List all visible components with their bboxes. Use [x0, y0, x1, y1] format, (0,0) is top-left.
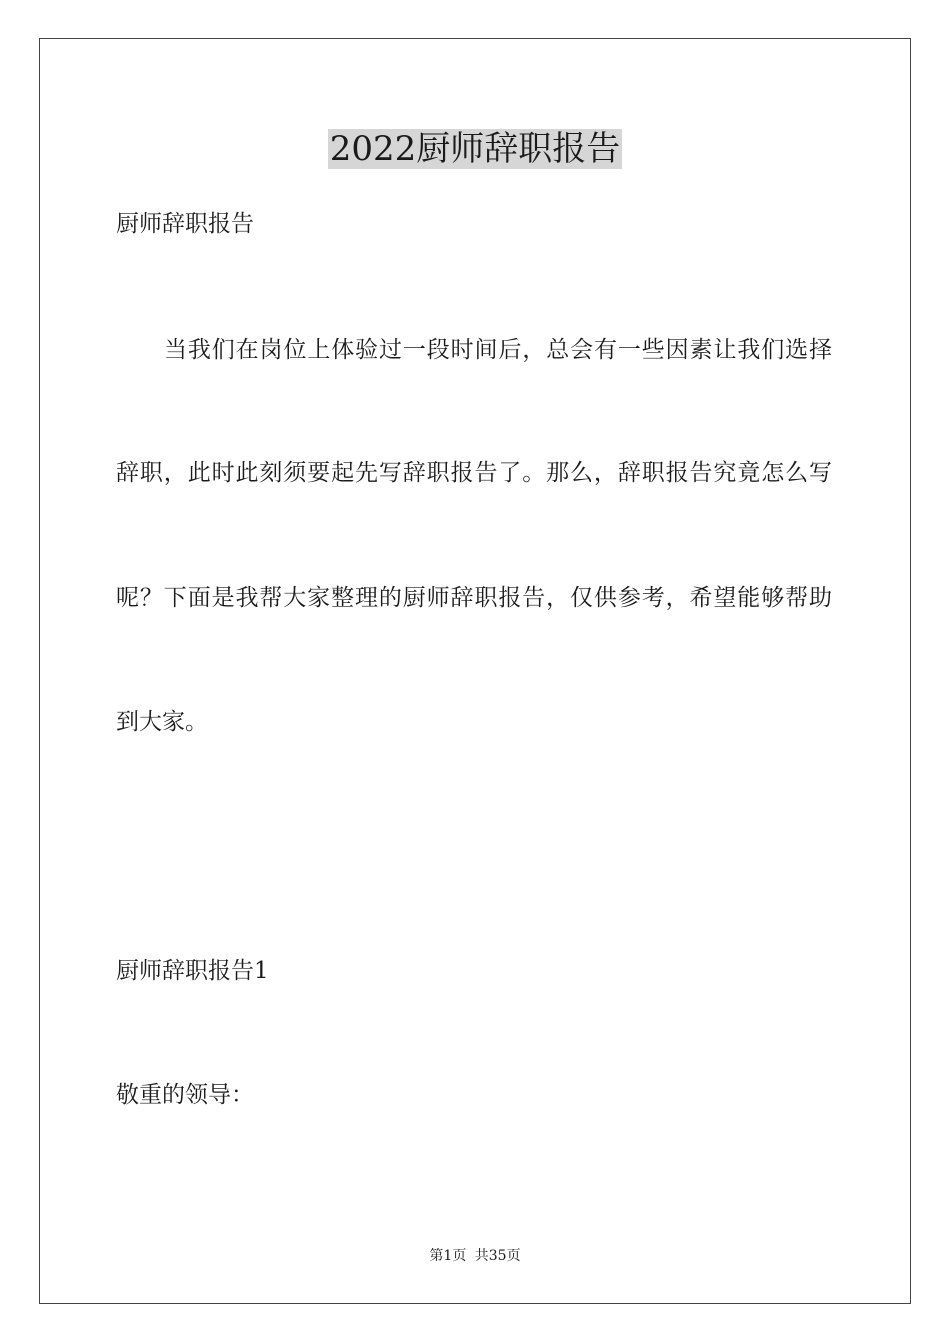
- document-subtitle: 厨师辞职报告: [116, 211, 254, 237]
- intro-paragraph-line-3: 呢？下面是我帮大家整理的厨师辞职报告，仅供参考，希望能够帮助: [116, 585, 832, 611]
- section-heading: 厨师辞职报告1: [116, 958, 269, 984]
- intro-paragraph-line-1: 当我们在岗位上体验过一段时间后，总会有一些因素让我们选择: [164, 337, 832, 363]
- document-title: [0, 126, 950, 172]
- page-footer: 第1页 共35页: [429, 1248, 521, 1264]
- document-title-text: 2022厨师辞职报告: [329, 129, 621, 169]
- salutation: 敬重的领导：: [116, 1082, 254, 1108]
- intro-paragraph-line-2: 辞职，此时此刻须要起先写辞职报告了。那么，辞职报告究竟怎么写: [116, 460, 832, 486]
- intro-paragraph-line-4: 到大家。: [116, 709, 208, 735]
